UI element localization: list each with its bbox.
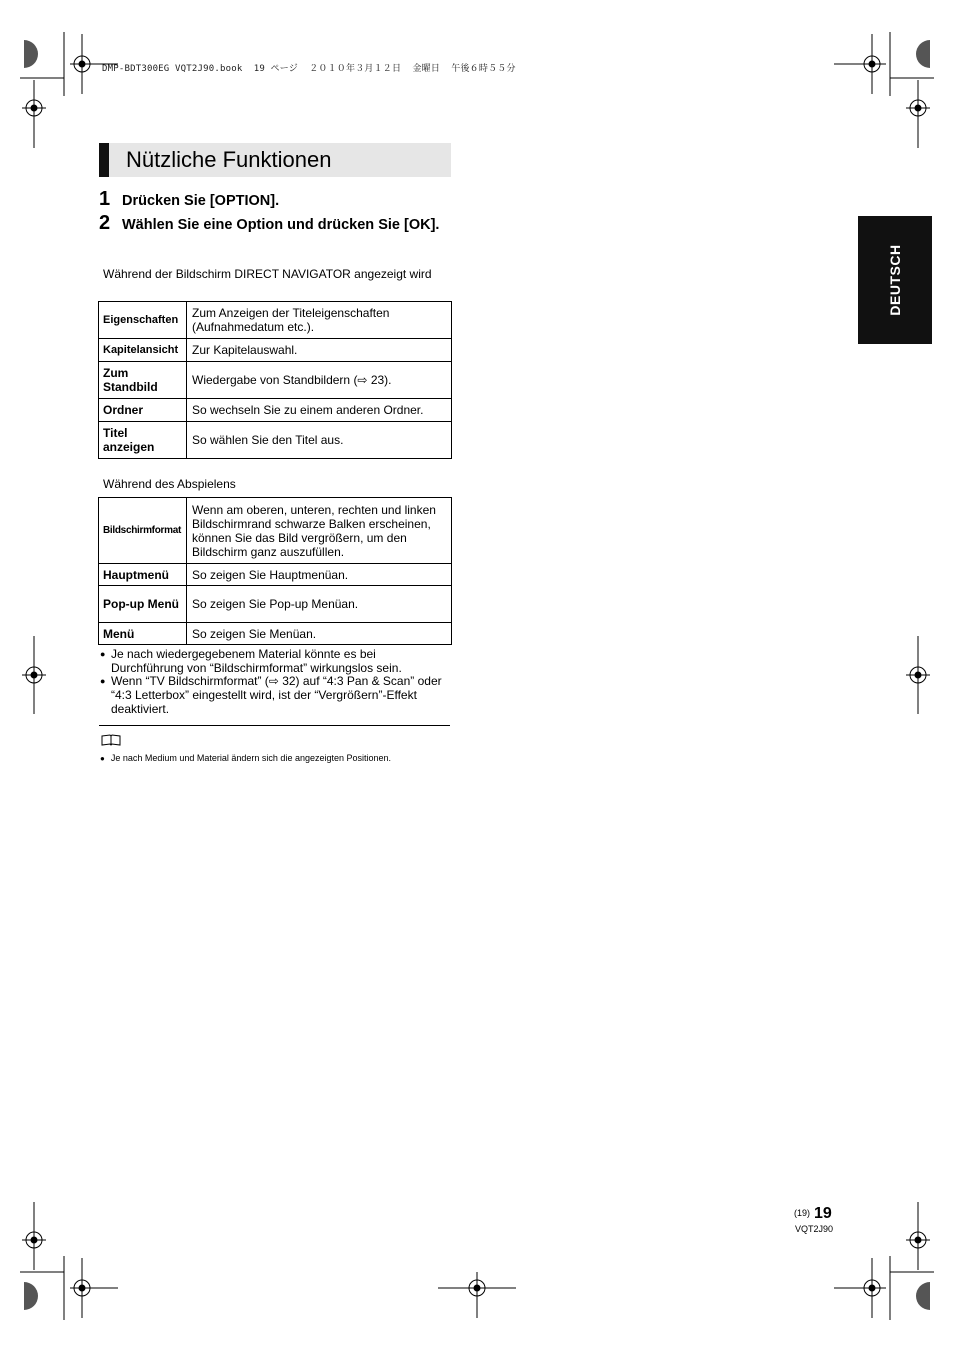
option-description: So zeigen Sie Menüan. (187, 623, 452, 645)
option-description: So zeigen Sie Hauptmenüan. (187, 564, 452, 586)
table-row (99, 586, 452, 623)
step-number: 1 (99, 188, 111, 210)
divider (99, 725, 450, 726)
option-name: Hauptmenü (99, 564, 187, 586)
bullet-icon: ● (100, 754, 105, 763)
option-name: Bildschirmformat (99, 498, 187, 564)
print-header: DMP-BDT300EG VQT2J90.book 19 ページ ２０１０年３月１２日 金曜日 午後６時５５分 (102, 64, 516, 74)
note-text: Je nach Medium und Material ändern sich die angezeigten Positionen. (110, 753, 392, 763)
table-row (99, 399, 452, 422)
option-name: Menü (99, 623, 187, 645)
option-description: So wählen Sie den Titel aus. (187, 422, 452, 459)
table-row (99, 564, 452, 586)
step-text: Drücken Sie [OPTION]. (122, 193, 280, 209)
document-code: VQT2J90 (795, 1224, 834, 1234)
page-number-value: 19 (814, 1205, 832, 1222)
option-name: Kapitelansicht (99, 339, 187, 362)
book-note-icon (101, 734, 121, 746)
option-description: Zum Anzeigen der Titeleigenschaften (Aufnahmedatum etc.). (187, 302, 452, 339)
table-row (99, 498, 452, 564)
option-name: Ordner (99, 399, 187, 422)
title-accent (99, 143, 109, 177)
option-name: Pop-up Menü (99, 586, 187, 623)
option-description: Wiedergabe von Standbildern (⇨ 23). (187, 362, 452, 399)
step-number: 2 (99, 212, 111, 234)
bullet-text: Wenn “TV Bildschirmformat” (⇨ 32) auf “4:3 Pan & Scan” oder “4:3 Letterbox” eingestellt wird, ist der “Vergrößern”-Effekt deaktiviert. (111, 674, 442, 716)
step-1 (99, 188, 451, 212)
table-row (99, 362, 452, 399)
option-description: Wenn am oberen, unteren, rechten und linken Bildschirmrand schwarze Balken erscheinen, können Sie das Bild vergrößern, um den Bildschirm ganz auszufüllen. (187, 498, 452, 564)
bullet-text: Je nach wiedergegebenem Material könnte es bei Durchführung von “Bildschirmformat” wirkungslos sein. (111, 647, 402, 675)
option-description: So zeigen Sie Pop-up Menüan. (187, 586, 452, 623)
option-name: Zum Standbild (99, 362, 187, 399)
option-description: Zur Kapitelauswahl. (187, 339, 452, 362)
page-number (794, 1205, 832, 1223)
step-text: Wählen Sie eine Option und drücken Sie [OK]. (122, 217, 440, 233)
section-title-bar (99, 143, 451, 177)
page-number-prefix: (19) (794, 1208, 811, 1218)
table-row (99, 422, 452, 459)
option-name: Eigenschaften (99, 302, 187, 339)
bullet-icon: ● (100, 676, 106, 687)
option-table-playback (98, 497, 452, 645)
table-row (99, 302, 452, 339)
option-name: Titel anzeigen (99, 422, 187, 459)
table2-caption: Während des Abspielens (103, 477, 236, 491)
table1-caption: Während der Bildschirm DIRECT NAVIGATOR angezeigt wird (103, 267, 432, 281)
option-description: So wechseln Sie zu einem anderen Ordner. (187, 399, 452, 422)
section-title: Nützliche Funktionen (126, 147, 332, 172)
list-item (100, 648, 450, 675)
option-table-navigator (98, 301, 452, 459)
language-label: DEUTSCH (887, 244, 903, 316)
note (100, 752, 450, 765)
table-row (99, 339, 452, 362)
list-item (100, 675, 450, 716)
language-tab (858, 216, 932, 344)
table-row (99, 623, 452, 645)
bullet-list (100, 648, 450, 717)
bullet-icon: ● (100, 649, 106, 659)
step-2 (99, 212, 451, 256)
